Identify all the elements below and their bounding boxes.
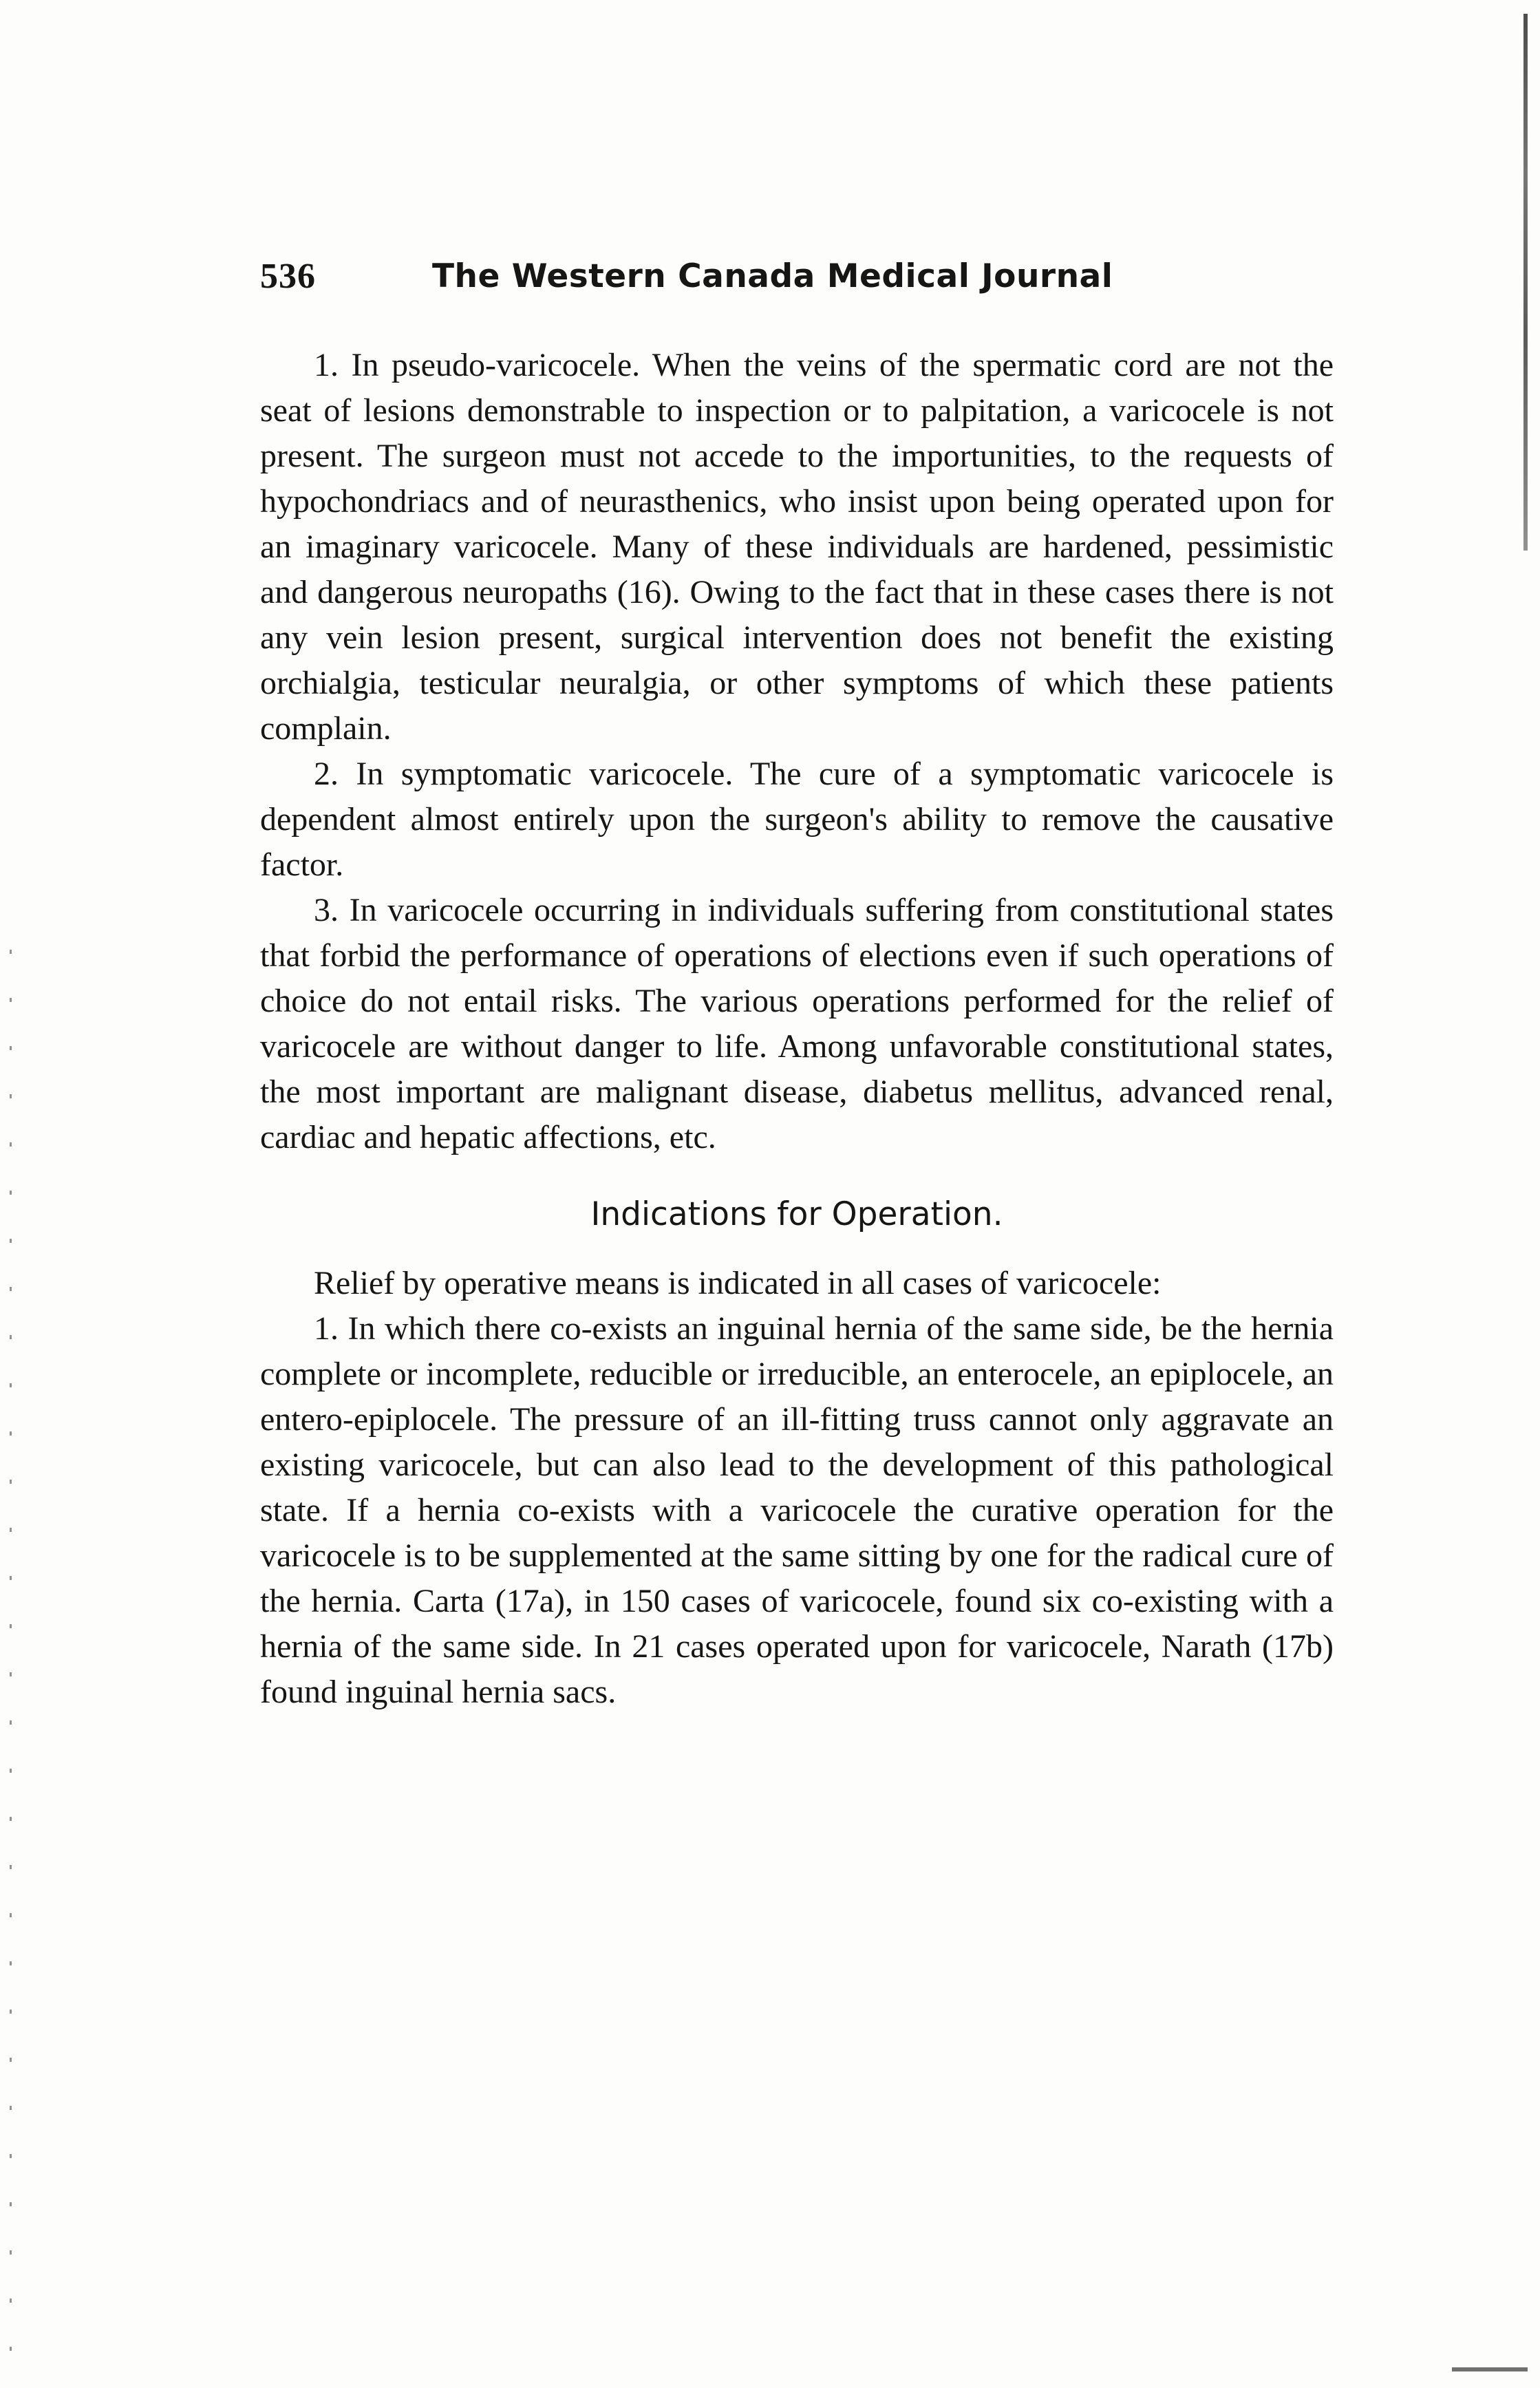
paragraph: 2. In symptomatic varicocele. The cure of a symptomatic varicocele is dependent almost entirely upon the surgeon's ability to remove the causative factor.: [260, 756, 1334, 883]
page-header: [260, 256, 1141, 318]
scan-edge-artifact: [10, 950, 12, 2367]
section-heading-text: Indications for Operation.: [590, 1195, 1003, 1233]
paragraph: Relief by operative means is indicated in all cases of varicocele:: [314, 1265, 1162, 1301]
paragraph: 1. In which there co-exists an inguinal hernia of the same side, be the hernia complete or incomplete, reducible or irreducible, an enterocele, an epiplocele, an entero-epiplocele. The pressure of an ill-fitting truss cannot only aggravate an existing varicocele, but can also lead to the development of this pathological state. If a hernia co-exists with a varicocele the curative operation for the varicocele is to be supplemented at the same sitting by one for the radical cure of the hernia. Carta (17a), in 150 cases of varicocele, found six co-existing with a hernia of the same side. In 21 cases operated upon for varicocele, Narath (17b) found inguinal hernia sacs.: [260, 1310, 1334, 1710]
scan-edge-artifact: [1452, 2367, 1528, 2371]
section-heading: [260, 1192, 1334, 1237]
paragraph: 1. In pseudo-varicocele. When the veins of the spermatic cord are not the seat of lesions demonstrable to inspection or to palpitation, a varicocele is not present. The surgeon must not accede to the importunities, to the requests of hypochondriacs and of neurasthenics, who insist upon being operated upon for an imaginary varicocele. Many of these individuals are hardened, pessimistic and dangerous neuropaths (16). Owing to the fact that in these cases there is not any vein lesion present, surgical intervention does not benefit the existing orchialgia, testicular neuralgia, or other symptoms of which these patients complain.: [260, 347, 1334, 747]
paragraph: 3. In varicocele occurring in individuals suffering from constitutional states that forbid the performance of operations of elections even if such operations of choice do not entail risks. The various operations performed for the relief of varicocele are without danger to life. Among unfavorable constitutional states, the most important are malignant disease, diabetus mellitus, advanced renal, cardiac and hepatic affections, etc.: [260, 892, 1334, 1155]
page-number: 536: [260, 257, 316, 296]
journal-title: The Western Canada Medical Journal: [432, 257, 1113, 295]
scan-edge-artifact: [1523, 14, 1528, 551]
article-body: [260, 343, 1334, 1715]
